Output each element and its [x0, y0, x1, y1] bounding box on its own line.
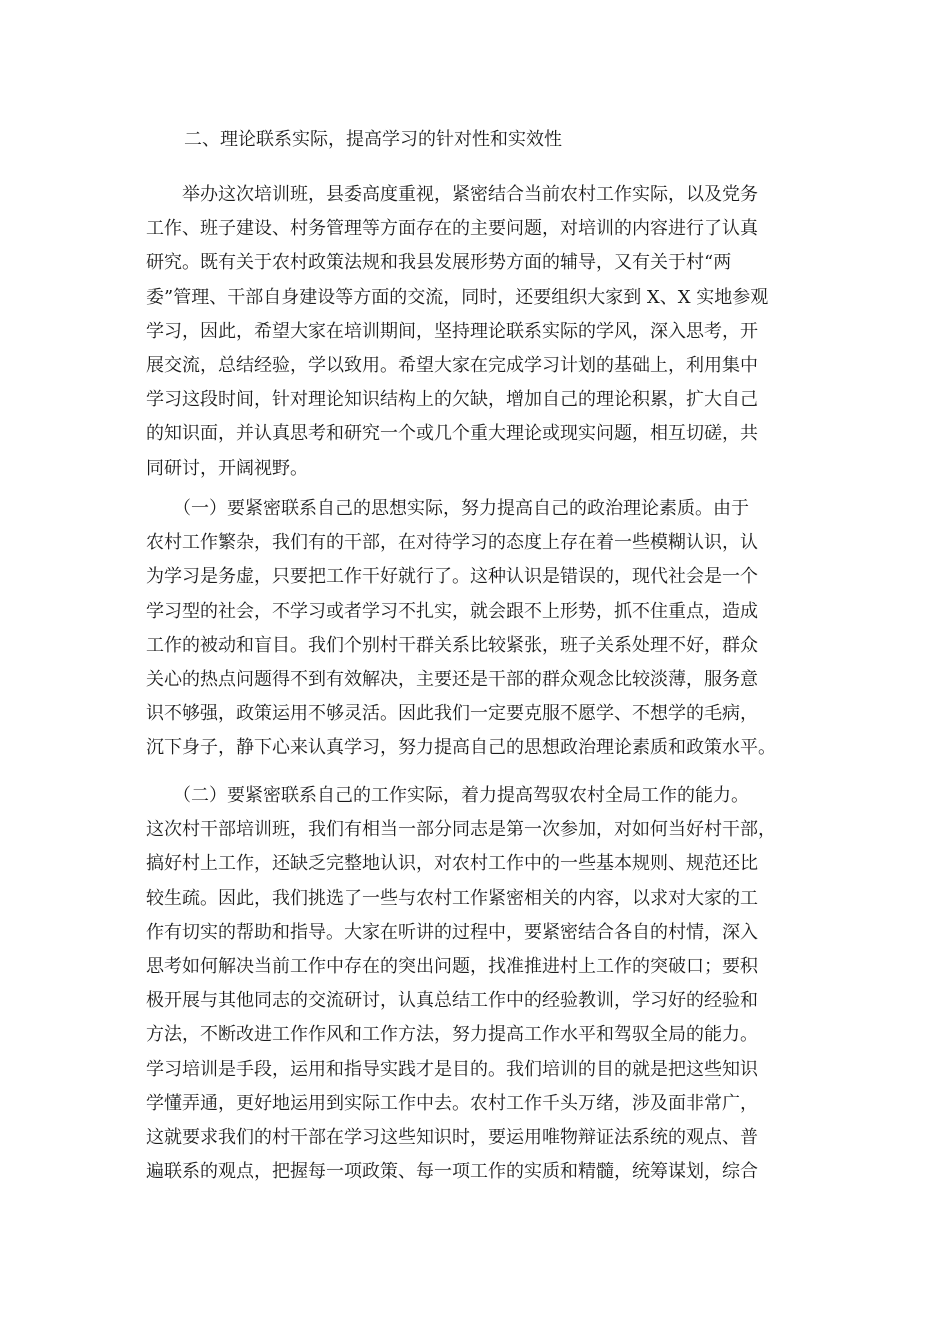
text-line: 较生疏。因此，我们挑选了一些与农村工作紧密相关的内容，以求对大家的工: [146, 887, 758, 909]
text-line: 学习培训是手段，运用和指导实践才是目的。我们培训的目的就是把这些知识: [146, 1058, 758, 1080]
text-line: 这次村干部培训班，我们有相当一部分同志是第一次参加，对如何当好村干部，: [146, 819, 776, 841]
text-line: 研究。既有关于农村政策法规和我县发展形势方面的辅导，又有关于村“两: [146, 252, 732, 274]
text-line: 沉下身子，静下心来认真学习，努力提高自己的思想政治理论素质和政策水平。: [146, 737, 776, 759]
paragraph-1: [146, 178, 816, 486]
text-line: 学习型的社会，不学习或者学习不扎实，就会跟不上形势，抓不住重点，造成: [146, 600, 758, 622]
paragraph-3: [146, 779, 816, 1189]
text-line: 方法，不断改进工作作风和工作方法，努力提高工作水平和驾驭全局的能力。: [146, 1024, 758, 1046]
text-line: 农村工作繁杂，我们有的干部，在对待学习的态度上存在着一些模糊认识，认: [146, 532, 758, 554]
text-line: 工作、班子建设、村务管理等方面存在的主要问题，对培训的内容进行了认真: [146, 218, 758, 240]
text-line: （一）要紧密联系自己的思想实际，努力提高自己的政治理论素质。由于: [146, 498, 749, 519]
text-line: 作有切实的帮助和指导。大家在听讲的过程中，要紧密结合各自的村情，深入: [146, 921, 758, 943]
text-line: 思考如何解决当前工作中存在的突出问题，找准推进村上工作的突破口；要积: [146, 956, 758, 978]
text-line: 学习，因此，希望大家在培训期间，坚持理论联系实际的学风，深入思考，开: [146, 320, 758, 342]
text-line: 这就要求我们的村干部在学习这些知识时，要运用唯物辩证法系统的观点、普: [146, 1127, 758, 1149]
text-line: 学懂弄通，更好地运用到实际工作中去。农村工作千头万绪，涉及面非常广，: [146, 1092, 758, 1114]
text-line: 工作的被动和盲目。我们个别村干群关系比较紧张，班子关系处理不好，群众: [146, 634, 758, 656]
text-line: 为学习是务虚，只要把工作干好就行了。这种认识是错误的，现代社会是一个: [146, 566, 758, 588]
text-line: 极开展与其他同志的交流研讨，认真总结工作中的经验教训，学习好的经验和: [146, 990, 758, 1012]
text-line: 同研讨，开阔视野。: [146, 457, 308, 479]
text-line: 展交流，总结经验，学以致用。希望大家在完成学习计划的基础上，利用集中: [146, 355, 758, 377]
text-line: 识不够强，政策运用不够灵活。因此我们一定要克服不愿学、不想学的毛病，: [146, 703, 758, 725]
text-line: 的知识面，并认真思考和研究一个或几个重大理论或现实问题，相互切磋，共: [146, 423, 758, 445]
section-heading: 二、理论联系实际，提高学习的针对性和实效性: [184, 129, 562, 150]
text-line: 遍联系的观点，把握每一项政策、每一项工作的实质和精髓，统筹谋划，综合: [146, 1161, 758, 1183]
text-line: 举办这次培训班，县委高度重视，紧密结合当前农村工作实际，以及党务: [146, 184, 758, 205]
paragraph-2: [146, 492, 816, 766]
text-line: 委”管理、干部自身建设等方面的交流，同时，还要组织大家到 X、X 实地参观: [146, 286, 769, 308]
text-line: 关心的热点问题得不到有效解决，主要还是干部的群众观念比较淡薄，服务意: [146, 669, 758, 691]
text-line: 学习这段时间，针对理论知识结构上的欠缺，增加自己的理论积累，扩大自己: [146, 389, 758, 411]
text-line: （二）要紧密联系自己的工作实际，着力提高驾驭农村全局工作的能力。: [146, 785, 749, 806]
text-line: 搞好村上工作，还缺乏完整地认识，对农村工作中的一些基本规则、规范还比: [146, 853, 758, 875]
